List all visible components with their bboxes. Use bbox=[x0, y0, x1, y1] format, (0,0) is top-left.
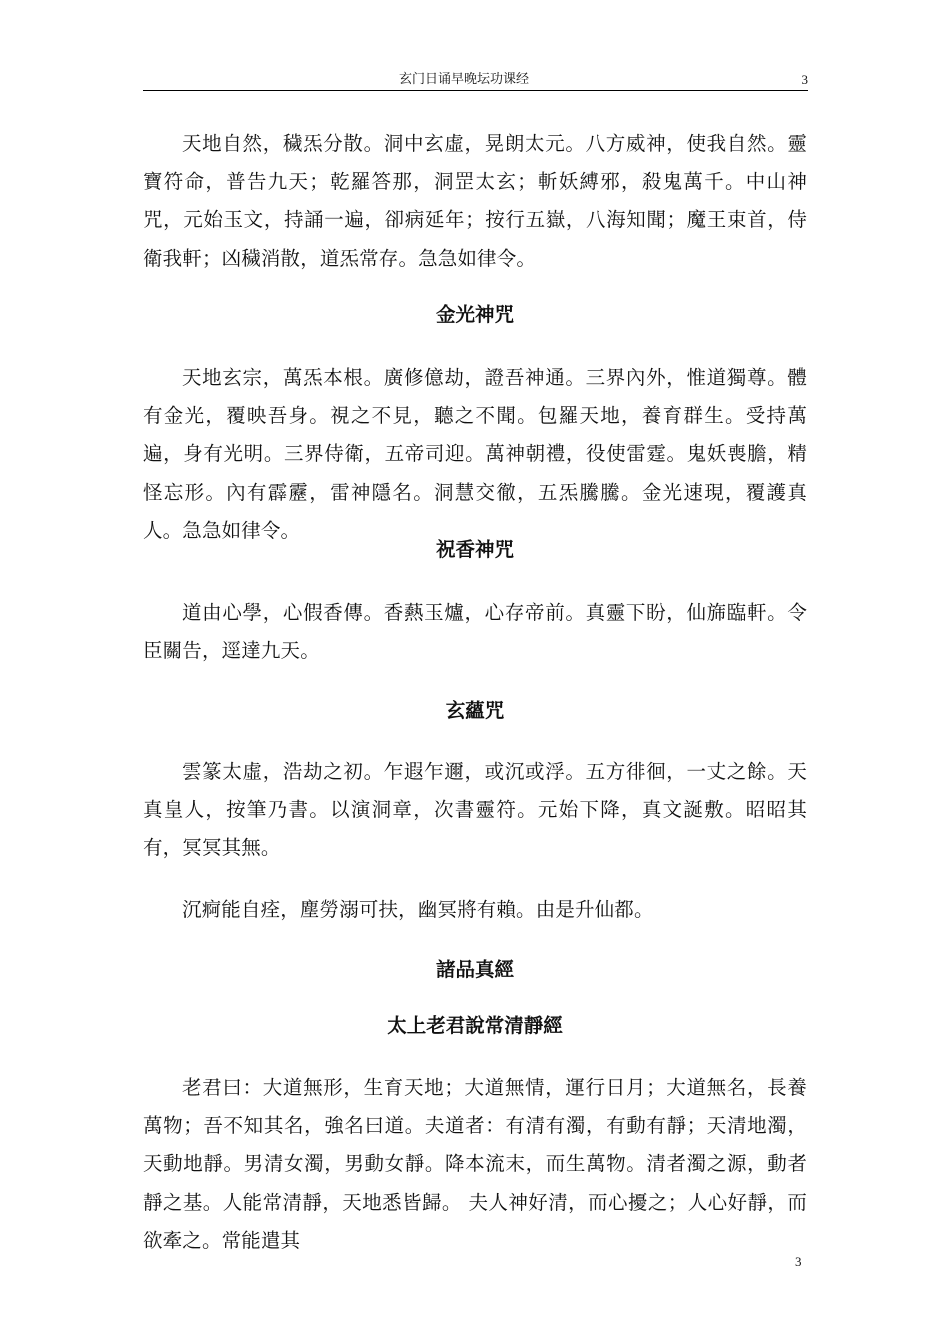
footer-page-number: 3 bbox=[795, 1254, 802, 1269]
heading-qingjing-jing: 太上老君說常清靜經 bbox=[387, 1014, 563, 1037]
page-header bbox=[143, 72, 808, 91]
paragraph-2: 天地玄宗，萬炁本根。廣修億劫，證吾神通。三界內外，惟道獨尊。體有金光，覆映吾身。視之不見，聽之不聞。包羅天地，養育群生。受持萬遍，身有光明。三界侍衛，五帝司迎。萬神朝禮，役使雷霆。鬼妖喪膽，精怪忘形。內有霹靂，雷神隱名。洞慧交徹，五炁騰騰。金光速現，覆護真人。急急如律令。 bbox=[143, 366, 807, 542]
paragraph-5: 沉痾能自痊，塵勞溺可扶，幽冥將有賴。由是升仙都。 bbox=[182, 898, 654, 921]
header-title: 玄门日诵早晚坛功课经 bbox=[398, 72, 529, 87]
header-page-number: 3 bbox=[801, 72, 808, 87]
paragraph-6: 老君曰：大道無形，生育天地；大道無情，運行日月；大道無名，長養萬物；吾不知其名，強名曰道。夫道者：有清有濁，有動有靜；天清地濁，天動地靜。男清女濁，男動女靜。降本流末，而生萬物。清者濁之源，動者靜之基。人能常清靜，天地悉皆歸。 夫人神好清，而心擾之；人心好靜，而欲牽之。常能遣其 bbox=[143, 1076, 807, 1252]
paragraph-3: 道由心學，心假香傳。香爇玉爐，心存帝前。真靈下盼，仙旆臨軒。令臣關告，逕達九天。 bbox=[143, 601, 807, 663]
paragraph-1: 天地自然，穢炁分散。洞中玄虛，晃朗太元。八方威神，使我自然。靈寶符命，普告九天；乾羅答那，洞罡太玄；斬妖縛邪，殺鬼萬千。中山神咒，元始玉文，持誦一遍，卻病延年；按行五嶽，八海知聞；魔王束首，侍衛我軒；凶穢消散，道炁常存。急急如律令。 bbox=[143, 132, 807, 270]
heading-zhupin-zhenjing: 諸品真經 bbox=[435, 958, 514, 981]
heading-zhuxiang-shenzhou: 祝香神咒 bbox=[435, 538, 514, 561]
paragraph-4: 雲篆太虛，浩劫之初。乍遐乍邇，或沉或浮。五方徘徊，一丈之餘。天真皇人，按筆乃書。以演洞章，次書靈符。元始下降，真文誕敷。昭昭其有，冥冥其無。 bbox=[143, 760, 807, 860]
heading-jinguang-shenzhou: 金光神咒 bbox=[435, 303, 514, 326]
heading-xuanyun-zhou: 玄蘊咒 bbox=[445, 699, 505, 722]
